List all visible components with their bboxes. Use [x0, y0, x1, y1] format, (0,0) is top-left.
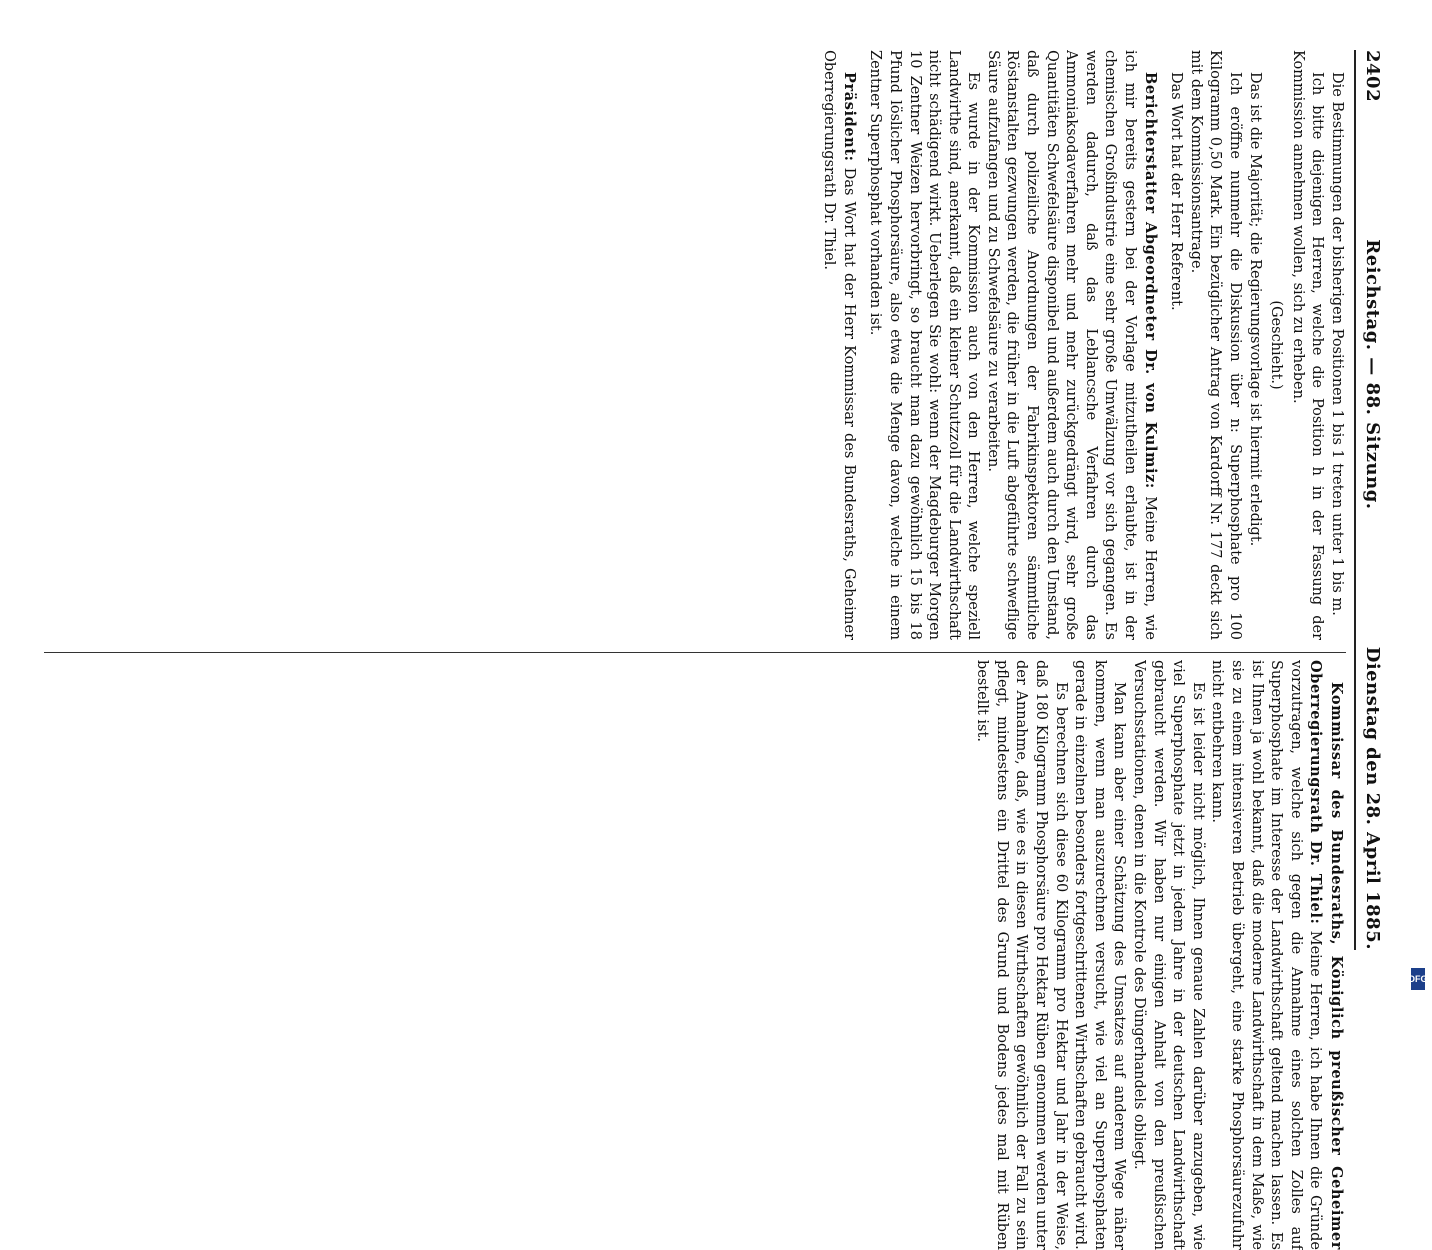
session-date: Dienstag den 28. April 1885. [1362, 646, 1384, 950]
paragraph: Die Bestimmungen der bisherigen Positionen 1 bis 1 treten unter 1 bis m. [1329, 72, 1345, 616]
speaker-name: Kommissar des Bundesraths, Königlich preußischer Geheimer Oberregierungsrath Dr. Thiel: [1307, 660, 1345, 1250]
paragraph: Das Wort hat der Herr Referent. [1168, 72, 1185, 311]
column-divider [44, 652, 1346, 653]
speech-text: Das Wort hat der Herr Kommissar des Bundesraths, Geheimer Oberregierungsrath Dr. Thiel. [821, 50, 857, 640]
paragraph: Es wurde in der Kommission auch von den Herren, welche speziell Landwirthe sind, anerkannt, daß ein kleiner Schutzzoll für die Landwirthschaft nicht schädigend wirkt. Ueberlegen Sie wohl: wenn der Magdeburger Morgen 10 Zentner Weizen hervorbringt, so braucht man dazu gewöhnlich 15 bis 18 Pfund löslicher Phosphorsäure, also etwa die Menge davon, welche in einem Zentner Superphosphat vorhanden ist. [867, 50, 982, 640]
dfg-logo: DFG [1411, 968, 1425, 990]
speech-text: Meine Herren, wie ich mir bereits gestern bei der Vorlage mitzutheilen erlaubte, ist in der chemischen Großindustrie eine sehr große Umwälzung vor sich gegangen. Es werden dadurch, daß das Leblancsche Verfahren durch das Ammoniaksodaverfahren mehr und mehr zurückgedrängt wird, sehr große Quantitäten Schwefelsäure disponibel und außerdem auch durch den Umstand, daß durch polizeiliche Anordnungen der Fabrikinspektoren sämmtliche Röstanstalten gezwungen werden, die früher in die Luft abgeführte schweflige Säure aufzufangen und zu Schwefelsäure zu verarbeiten. [984, 50, 1158, 640]
paragraph: Es berechnen sich diese 60 Kilogramm pro Hektar und Jahr in der Weise, daß 180 Kilogramm Phosphorsäure pro Hektar Rüben genommen werden unter der Annahme, daß, wie es in diesen Wirthschaften gewöhnlich der Fall zu sein pflegt, mindestens ein Drittel des Grund und Bodens jedes mal mit Rüben bestellt ist. [974, 660, 1069, 1250]
paragraph: Das ist die Majorität; die Regierungsvorlage ist hiermit erledigt. [1246, 72, 1263, 547]
left-column [44, 50, 1346, 640]
session-title: Reichstag. — 88. Sitzung. [1362, 239, 1384, 510]
speaker-name: Berichterstatter Abgeordneter Dr. von Kulmiz: [1141, 72, 1159, 489]
speech-paragraph [1207, 660, 1346, 1250]
page-number: 2402 [1362, 50, 1384, 103]
speech-paragraph [982, 50, 1159, 640]
right-column [44, 660, 1346, 1250]
document-page [30, 10, 1400, 1250]
header-rule [1354, 50, 1356, 950]
stage-direction: (Geschieht.) [1268, 300, 1285, 390]
paragraph: Es ist leider nicht möglich, Ihnen genaue Zahlen darüber anzugeben, wie viel Superphosphate jetzt in jedem Jahre in der deutschen Landwirthschaft gebraucht werden. Wir haben nur einigen Anhalt von den preußischen Versuchsstationen, denen in die Kontrole des Düngerhandels obliegt. [1131, 660, 1206, 1250]
speech-text: Meine Herren, ich habe Ihnen die Gründe vorzutragen, welche sich gegen die Annahme eines solchen Zolles auf Superphosphate im Interesse der Landwirthschaft geltend machen lassen. Es ist Ihnen ja wohl bekannt, daß die moderne Landwirthschaft in dem Maße, wie sie zu einem intensiveren Betrieb übergeht, eine starke Phosphorsäurezufuhr nicht entbehren kann. [1209, 660, 1324, 1250]
digitization-footer [1406, 0, 1432, 1000]
speaker-name: Präsident: [840, 72, 858, 162]
paragraph: Man kann aber einer Schätzung des Umsatzes auf anderem Wege näher kommen, wenn man auszurechnen versucht, wie viel an Superphosphaten gerade in einzelnen besonders fortgeschrittenen Wirthschaften gebraucht wird. [1072, 660, 1128, 1250]
paragraph: Ich eröffne nunmehr die Diskussion über n: Superphosphate pro 100 Kilogramm 0,50 Mark. Ein bezüglicher Antrag von Kardorff Nr. 177 deckt sich mit dem Kommissionsantrage. [1187, 50, 1244, 640]
page-header [1358, 50, 1388, 950]
speech-paragraph [819, 50, 859, 640]
paragraph: Ich bitte diejenigen Herren, welche die Position h in der Fassung der Kommission annehmen wollen, sich zu erheben. [1289, 50, 1326, 640]
